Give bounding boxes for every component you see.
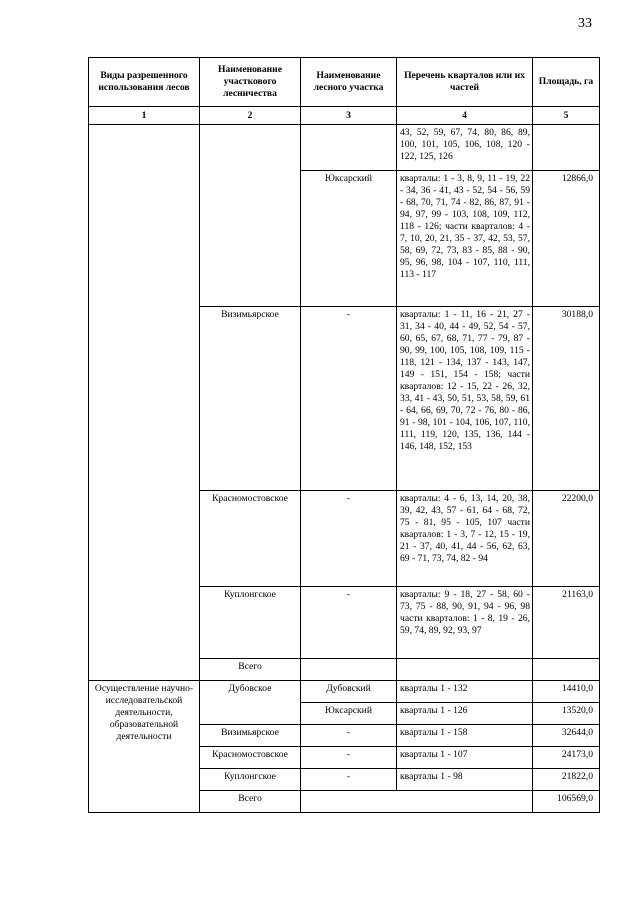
forestry-cell: Куплонгское (200, 769, 301, 791)
area-cell (533, 659, 600, 681)
area-cell: 21163,0 (533, 587, 600, 659)
plot-cell: - (301, 307, 397, 491)
quarters-cell: кварталы: 9 - 18, 27 - 58, 60 - 73, 75 - 88, 90, 91, 94 - 96, 98 части кварталов: 1 - 8, 19 - 26, 59, 74, 89, 92, 93, 97 (397, 587, 533, 659)
plot-cell (301, 659, 397, 681)
plot-cell: - (301, 725, 397, 747)
forestry-cell: Дубовское (200, 681, 301, 725)
column-number: 2 (200, 107, 301, 125)
plot-cell: Юксарский (301, 171, 397, 307)
quarters-cell: 43, 52, 59, 67, 74, 80, 86, 89, 100, 101, 105, 106, 108, 120 - 122, 125, 126 (397, 125, 533, 171)
forestry-cell: Красномостовское (200, 491, 301, 587)
quarters-cell: кварталы 1 - 107 (397, 747, 533, 769)
area-cell: 14410,0 (533, 681, 600, 703)
area-cell: 12866,0 (533, 171, 600, 307)
header-plot: Наименование лесного участка (301, 58, 397, 107)
column-number-row (89, 107, 600, 125)
plot-cell: - (301, 587, 397, 659)
area-cell: 13520,0 (533, 703, 600, 725)
plot-cell: - (301, 491, 397, 587)
area-cell: 24173,0 (533, 747, 600, 769)
header-use-type: Виды разрешенного использования лесов (89, 58, 200, 107)
quarters-cell: кварталы 1 - 98 (397, 769, 533, 791)
use-type-cell: Осуществление научно-исследовательской деятельности, образовательной деятельности (89, 681, 200, 813)
quarters-cell: кварталы: 1 - 3, 8, 9, 11 - 19, 22 - 34, 36 - 41, 43 - 52, 54 - 56, 59 - 68, 70, 71, 74 - 82, 86, 87, 91 - 94, 97, 99 - 103, 108, 109, 112, 118 - 126; части кварталов: 4 - 7, 10, 20, 21, 35 - 37, 42, 53, 57, 58, 69, 72, 73, 83 - 85, 88 - 90, 95, 96, 98, 104 - 107, 110, 111, 113 - 117 (397, 171, 533, 307)
quarters-cell: кварталы: 1 - 11, 16 - 21, 27 - 31, 34 - 40, 44 - 49, 52, 54 - 57, 60, 65, 67, 68, 71, 77 - 79, 87 - 90, 99, 100, 105, 108, 109, 115 - 118, 121 - 134, 137 - 143, 147, 149 - 151, 154 - 158; части кварталов: 12 - 15, 22 - 26, 32, 33, 41 - 43, 50, 51, 53, 58, 59, 61 - 64, 66, 69, 70, 72 - 76, 80 - 86, 91 - 98, 101 - 104, 106, 107, 110, 111, 119, 120, 135, 136, 144 - 146, 148, 152, 153 (397, 307, 533, 491)
forestry-cell: Визимьярское (200, 725, 301, 747)
header-forestry: Наименование участкового лесничества (200, 58, 301, 107)
quarters-cell: кварталы 1 - 158 (397, 725, 533, 747)
quarters-cell (397, 659, 533, 681)
header-area: Площадь, га (533, 58, 600, 107)
table-row (89, 125, 600, 171)
forest-use-table (88, 57, 600, 813)
area-cell: 22200,0 (533, 491, 600, 587)
total-blank-cell (301, 791, 533, 813)
forestry-cell: Визимьярское (200, 307, 301, 491)
column-number: 5 (533, 107, 600, 125)
forestry-cell: Куплонгское (200, 587, 301, 659)
use-type-cell (89, 125, 200, 681)
quarters-cell: кварталы: 4 - 6, 13, 14, 20, 38, 39, 42, 43, 57 - 61, 64 - 68, 72, 75 - 81, 95 - 105, 107 части кварталов: 1 - 3, 7 - 12, 15 - 19, 21 - 37, 40, 41, 44 - 56, 62, 63, 69 - 71, 73, 74, 82 - 94 (397, 491, 533, 587)
total-label: Всего (200, 659, 301, 681)
area-cell: 32644,0 (533, 725, 600, 747)
quarters-cell: кварталы 1 - 132 (397, 681, 533, 703)
area-cell: 30188,0 (533, 307, 600, 491)
forestry-cell (200, 125, 301, 307)
column-number: 3 (301, 107, 397, 125)
plot-cell: - (301, 769, 397, 791)
plot-cell: - (301, 747, 397, 769)
table-row (89, 681, 600, 703)
area-cell: 21822,0 (533, 769, 600, 791)
quarters-cell: кварталы 1 - 126 (397, 703, 533, 725)
area-cell (533, 125, 600, 171)
total-label: Всего (200, 791, 301, 813)
total-area-cell: 106569,0 (533, 791, 600, 813)
plot-cell (301, 125, 397, 171)
page-number: 33 (578, 16, 592, 31)
forestry-cell: Красномостовское (200, 747, 301, 769)
plot-cell: Юксарский (301, 703, 397, 725)
header-quarters: Перечень кварталов или их частей (397, 58, 533, 107)
column-number: 4 (397, 107, 533, 125)
plot-cell: Дубовский (301, 681, 397, 703)
header-row (89, 58, 600, 107)
column-number: 1 (89, 107, 200, 125)
